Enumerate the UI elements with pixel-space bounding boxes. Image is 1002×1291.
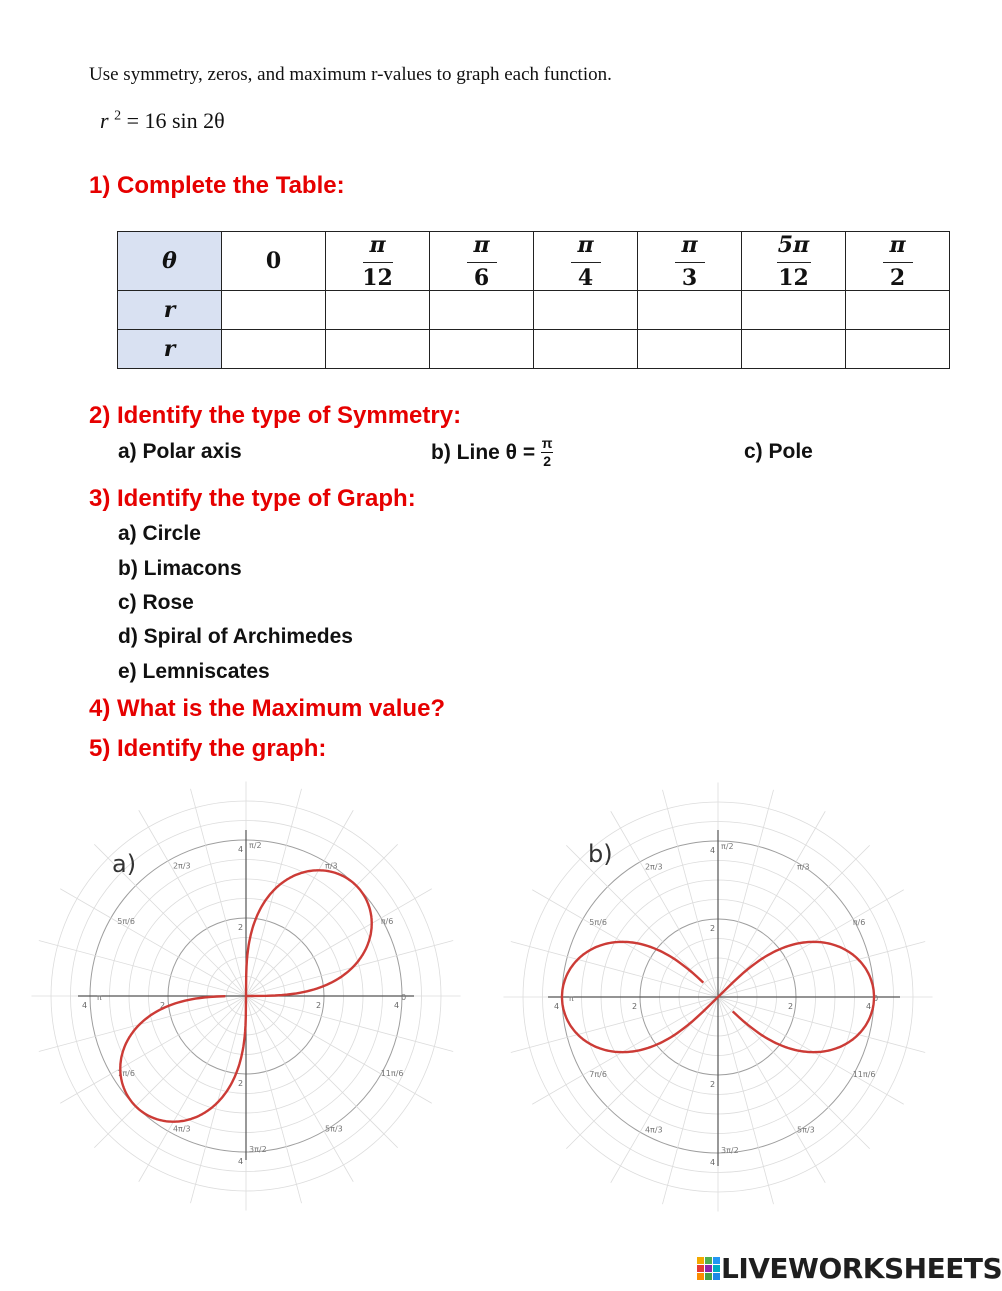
radius-label: 2 [238, 1079, 244, 1088]
radius-label: 2 [710, 1080, 716, 1089]
question-4-title: 4) What is the Maximum value? [89, 695, 446, 722]
question-3-title: 3) Identify the type of Graph: [89, 485, 416, 512]
graph-a-label: a) [112, 850, 137, 878]
answer-cell[interactable] [534, 291, 638, 330]
header-cell: $\frac{\pi}{4}$ [534, 232, 638, 291]
angle-label: π [96, 993, 102, 1002]
grid-spoke [246, 889, 432, 996]
question-1-title: 1) Complete the Table: [89, 172, 345, 199]
radius-label: 2 [710, 924, 716, 933]
angle-label: 2π/3 [172, 861, 191, 871]
grid-spoke [190, 789, 246, 996]
graph-type-option[interactable]: b) Limacons [118, 557, 242, 580]
graph-b-label: b) [588, 840, 613, 868]
angle-label: π/6 [852, 917, 866, 927]
grid-spoke [611, 811, 718, 997]
logo-text: LIVEWORKSHEETS [721, 1252, 1002, 1285]
grid-spoke [139, 810, 246, 996]
values-table [117, 231, 950, 369]
grid-spoke [246, 810, 353, 996]
angle-label: 3π/2 [721, 1146, 739, 1156]
grid-spoke [611, 997, 718, 1183]
grid-spoke [532, 890, 718, 997]
theta-header-cell: θ [118, 232, 222, 291]
angle-label: 5π/3 [325, 1124, 343, 1134]
grid-spoke [39, 940, 246, 996]
grid-spoke [190, 996, 246, 1203]
answer-cell[interactable] [430, 291, 534, 330]
angle-label: 2π/3 [644, 862, 663, 872]
grid-spoke [718, 790, 774, 997]
radius-label: 2 [788, 1002, 794, 1011]
equation: r $^2$ = 16 sin 2θ [100, 108, 225, 133]
table-row [118, 291, 950, 330]
table-header-row [118, 232, 950, 291]
grid-spoke [246, 940, 453, 996]
radius-label: 2 [238, 923, 244, 932]
angle-label: 7π/6 [589, 1070, 607, 1080]
grid-spoke [532, 997, 718, 1104]
radius-label: 4 [554, 1002, 560, 1011]
angle-label: 7π/6 [117, 1069, 135, 1079]
answer-cell[interactable] [534, 330, 638, 369]
angle-label: π/3 [797, 862, 810, 872]
angle-label: 11π/6 [852, 1070, 876, 1080]
angle-label: 5π/6 [589, 917, 607, 927]
r-row-label: r [118, 330, 222, 369]
grid-spoke [60, 889, 246, 996]
grid-spoke [139, 996, 246, 1182]
symmetry-option-b-label: b) Line θ = [431, 440, 536, 464]
header-cell: $\frac{\pi}{2}$ [846, 232, 950, 291]
grid-spoke [246, 996, 453, 1052]
angle-label: 4π/3 [644, 1125, 663, 1135]
header-cell: $\frac{\pi}{3}$ [638, 232, 742, 291]
graph-type-option[interactable]: c) Rose [118, 591, 194, 614]
grid-spoke [718, 997, 774, 1204]
answer-cell[interactable] [846, 291, 950, 330]
answer-cell[interactable] [846, 330, 950, 369]
radius-label: 2 [160, 1001, 166, 1010]
radius-label: 4 [238, 845, 244, 854]
radius-label: 4 [82, 1001, 88, 1010]
grid-spoke [60, 996, 246, 1103]
answer-cell[interactable] [222, 291, 326, 330]
radius-label: 2 [316, 1001, 322, 1010]
header-cell: $\frac{\pi}{6}$ [430, 232, 534, 291]
angle-label: 5π/3 [797, 1125, 815, 1135]
symmetry-option-a[interactable]: a) Polar axis [118, 440, 242, 463]
logo-icon [697, 1257, 721, 1281]
radius-label: 4 [710, 1158, 716, 1167]
symmetry-option-c[interactable]: c) Pole [744, 440, 813, 463]
symmetry-option-b[interactable] [431, 436, 553, 470]
angle-label: 0 [873, 994, 879, 1003]
table-row [118, 330, 950, 369]
grid-spoke [718, 811, 825, 997]
pi-over-2: π 2 [541, 435, 553, 470]
angle-label: 0 [401, 993, 407, 1002]
grid-spoke [246, 996, 432, 1103]
r-row-label: r [118, 291, 222, 330]
question-2-title: 2) Identify the type of Symmetry: [89, 402, 462, 429]
angle-label: π/2 [249, 840, 262, 850]
grid-spoke [39, 996, 246, 1052]
grid-spoke [662, 997, 718, 1204]
answer-cell[interactable] [742, 330, 846, 369]
grid-spoke [662, 790, 718, 997]
grid-spoke [718, 997, 904, 1104]
angle-label: 4π/3 [172, 1124, 191, 1134]
graph-type-option[interactable]: d) Spiral of Archimedes [118, 625, 353, 648]
instructions: Use symmetry, zeros, and maximum r-values to graph each function. [89, 64, 612, 85]
answer-cell[interactable] [742, 291, 846, 330]
grid-spoke [718, 890, 904, 997]
angle-label: 5π/6 [117, 916, 135, 926]
answer-cell[interactable] [430, 330, 534, 369]
grid-spoke [246, 844, 398, 996]
header-cell: $\frac{\pi}{12}$ [326, 232, 430, 291]
answer-cell[interactable] [326, 330, 430, 369]
angle-label: 3π/2 [249, 1145, 267, 1155]
header-cell: $\frac{5\pi}{12}$ [742, 232, 846, 291]
grid-spoke [246, 789, 302, 996]
radius-label: 4 [394, 1001, 400, 1010]
angle-label: π/2 [721, 841, 734, 851]
graph-type-option[interactable]: a) Circle [118, 522, 201, 545]
graph-type-option[interactable]: e) Lemniscates [118, 660, 270, 683]
answer-cell[interactable] [326, 291, 430, 330]
angle-label: π/6 [380, 916, 394, 926]
radius-label: 2 [632, 1002, 638, 1011]
radius-label: 4 [866, 1002, 872, 1011]
question-5-title: 5) Identify the graph: [89, 735, 327, 762]
answer-cell[interactable] [638, 291, 742, 330]
radius-label: 4 [238, 1157, 244, 1166]
answer-cell[interactable] [222, 330, 326, 369]
polar-graph-b[interactable] [548, 830, 900, 1166]
angle-label: π/3 [325, 861, 338, 871]
radius-label: 4 [710, 846, 716, 855]
grid-spoke [246, 996, 398, 1148]
grid-spoke [246, 996, 302, 1203]
angle-label: 11π/6 [380, 1069, 404, 1079]
header-cell: 0 [222, 232, 326, 291]
liveworksheets-logo [697, 1252, 1002, 1285]
angle-label: π [568, 994, 574, 1003]
polar-graph-a[interactable] [78, 830, 414, 1166]
answer-cell[interactable] [638, 330, 742, 369]
